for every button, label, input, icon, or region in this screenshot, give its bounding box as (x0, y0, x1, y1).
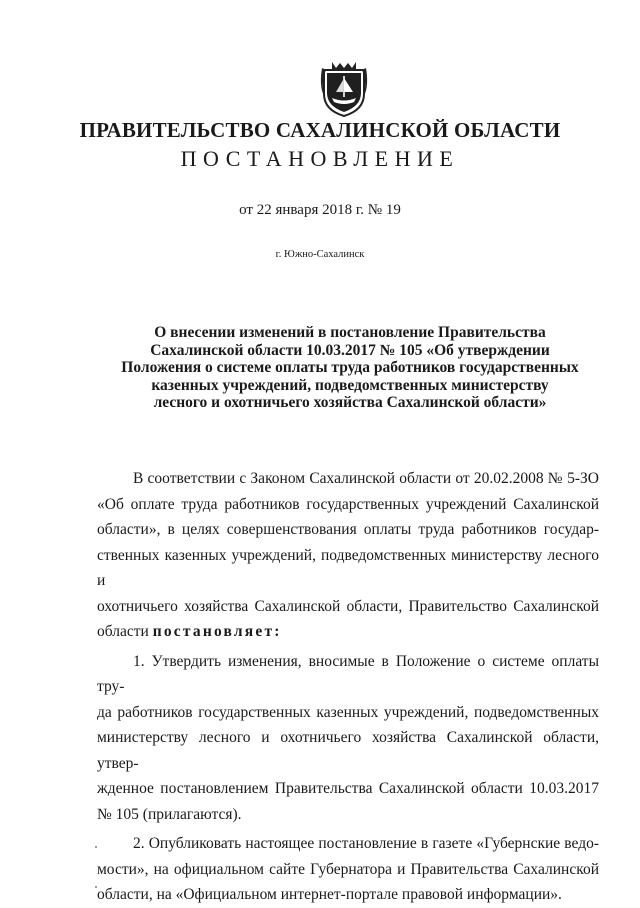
item-1-line: министерству лесного и охотничьего хозяйства Сахалинской области, утвер- (97, 729, 599, 772)
item-1-line: 1. Утвердить изменения, вносимые в Положение о системе оплаты тру- (97, 652, 599, 695)
body-line: В соответствии с Законом Сахалинской области от 20.02.2008 № 5-ЗО (133, 470, 599, 487)
body-line: ственных казенных учреждений, подведомственных министерству лесного и (97, 546, 599, 589)
document-subject (120, 324, 580, 412)
subject-line: Положения о системе оплаты труда работников государственных (121, 359, 579, 376)
scan-speck (95, 886, 97, 888)
subject-line: лесного и охотничьего хозяйства Сахалинской области» (153, 394, 547, 411)
government-title: ПРАВИТЕЛЬСТВО САХАЛИНСКОЙ ОБЛАСТИ (79, 118, 561, 142)
subject-line: Сахалинской области 10.03.2017 № 105 «Об утверждении (150, 341, 550, 359)
item-1-line: жденное постановлением Правительства Сахалинской области 10.03.2017 (97, 780, 599, 797)
body-line-resolves (97, 619, 599, 645)
preamble-tail: области (97, 623, 149, 640)
item-2-line: 2. Опубликовать настоящее постановление в газете «Губернские ведо- (133, 835, 599, 852)
body-line: «Об оплате труда работников государственных учреждений Сахалинской (97, 495, 599, 513)
body-line: охотничьего хозяйства Сахалинской области, Правительство Сахалинской (97, 597, 599, 615)
body-line: области», в целях совершенствования оплаты труда работников государ- (97, 521, 599, 538)
sakhalin-coat-of-arms-icon (318, 56, 370, 118)
document-date-number: от 22 января 2018 г. № 19 (239, 202, 401, 218)
subject-line: казенных учреждений, подведомственных министерству (151, 376, 549, 394)
resolves-word: постановляет: (152, 623, 282, 640)
item-1-line: № 105 (прилагаются). (97, 805, 242, 823)
document-body (97, 466, 599, 908)
item-1-line: да работников государственных казенных учреждений, подведомственных (97, 703, 599, 721)
subject-line: О внесении изменений в постановление Правительства (154, 324, 546, 341)
scan-speck (95, 846, 97, 848)
document-city: г. Южно-Сахалинск (275, 249, 365, 260)
document-type: ПОСТАНОВЛЕНИЕ (180, 146, 460, 171)
item-2-line: области, на «Официальном интернет-портале правовой информации». (97, 886, 562, 903)
item-2-line: мости», на официальном сайте Губернатора и Правительства Сахалинской (97, 860, 599, 878)
